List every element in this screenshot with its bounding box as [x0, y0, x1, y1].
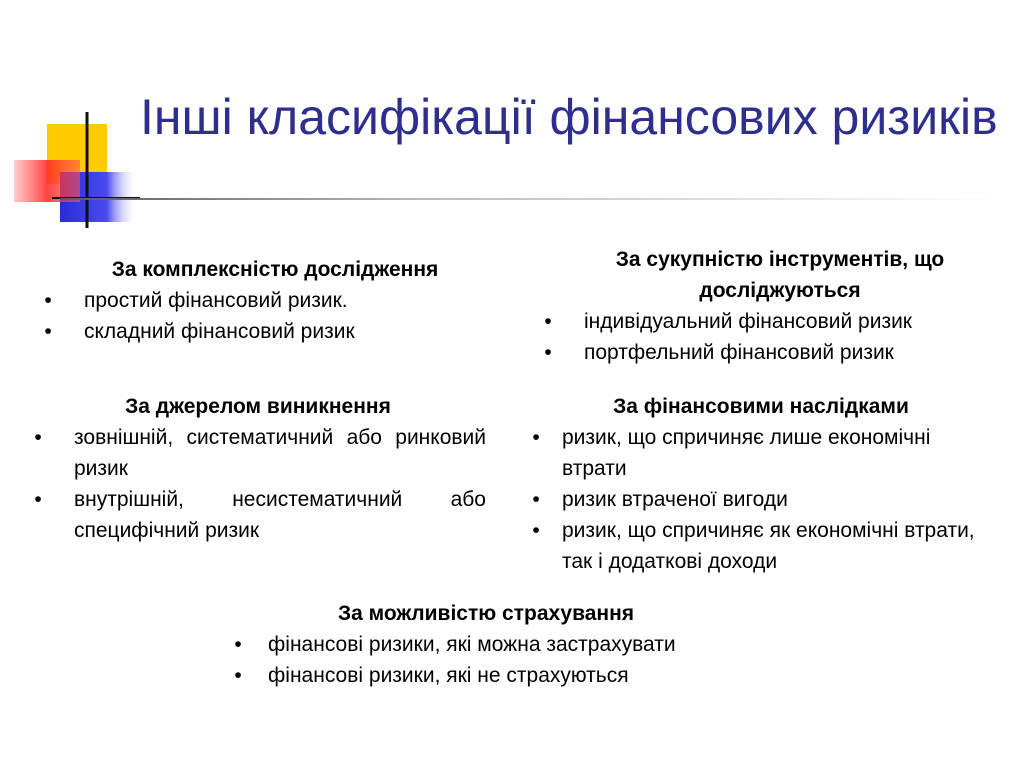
list-item: • простий фінансовий ризик.	[40, 285, 510, 316]
red-square	[14, 160, 80, 202]
bullet-icon: •	[544, 341, 552, 364]
list-item: • зовнішній, систематичний або ринковий ризик	[30, 422, 486, 484]
block-heading: За можливістю страхування	[337, 602, 635, 625]
list-item: • фінансові ризики, які не страхуються	[230, 660, 770, 691]
decorative-squares	[0, 0, 140, 230]
list-item: • складний фінансовий ризик	[40, 316, 510, 347]
classification-by-complexity	[40, 254, 510, 347]
bullet-list	[528, 422, 994, 577]
bullet-icon: •	[44, 289, 52, 312]
classification-by-consequences	[528, 391, 994, 577]
bullet-list	[230, 629, 770, 691]
bullet-icon: •	[532, 426, 540, 449]
block-heading: За сукупністю інструментів, що досліджуються	[615, 248, 945, 302]
bullet-icon: •	[234, 633, 242, 656]
slide-title: Інші класифікації фінансових ризиків	[140, 88, 998, 145]
classification-by-instruments	[540, 244, 1020, 368]
classification-by-source	[30, 391, 486, 546]
bullet-icon: •	[34, 488, 42, 511]
bullet-icon: •	[34, 426, 42, 449]
block-heading: За джерелом виникнення	[125, 395, 391, 418]
list-item: • індивідуальний фінансовий ризик	[540, 306, 1020, 337]
list-item: • внутрішній, несистематичний або специфічний ризик	[30, 484, 486, 546]
bullet-icon: •	[532, 488, 540, 511]
bullet-list	[540, 306, 1020, 368]
block-heading: За комплексністю дослідження	[111, 258, 439, 281]
block-heading: За фінансовими наслідками	[613, 395, 909, 418]
bullet-icon: •	[532, 519, 540, 542]
bullet-list	[40, 285, 510, 347]
list-item: • ризик, що спричиняє як економічні втрати, так і додаткові доходи	[528, 515, 994, 577]
list-item: • портфельний фінансовий ризик	[540, 337, 1020, 368]
classification-by-insurability	[230, 598, 770, 691]
bullet-icon: •	[44, 320, 52, 343]
list-item: • ризик втраченої вигоди	[528, 484, 994, 515]
list-item: • ризик, що спричиняє лише економічні втрати	[528, 422, 994, 484]
bullet-icon: •	[234, 664, 242, 687]
title-underline	[60, 198, 1000, 200]
bullet-list	[30, 422, 486, 546]
list-item: • фінансові ризики, які можна застрахувати	[230, 629, 770, 660]
bullet-icon: •	[544, 310, 552, 333]
